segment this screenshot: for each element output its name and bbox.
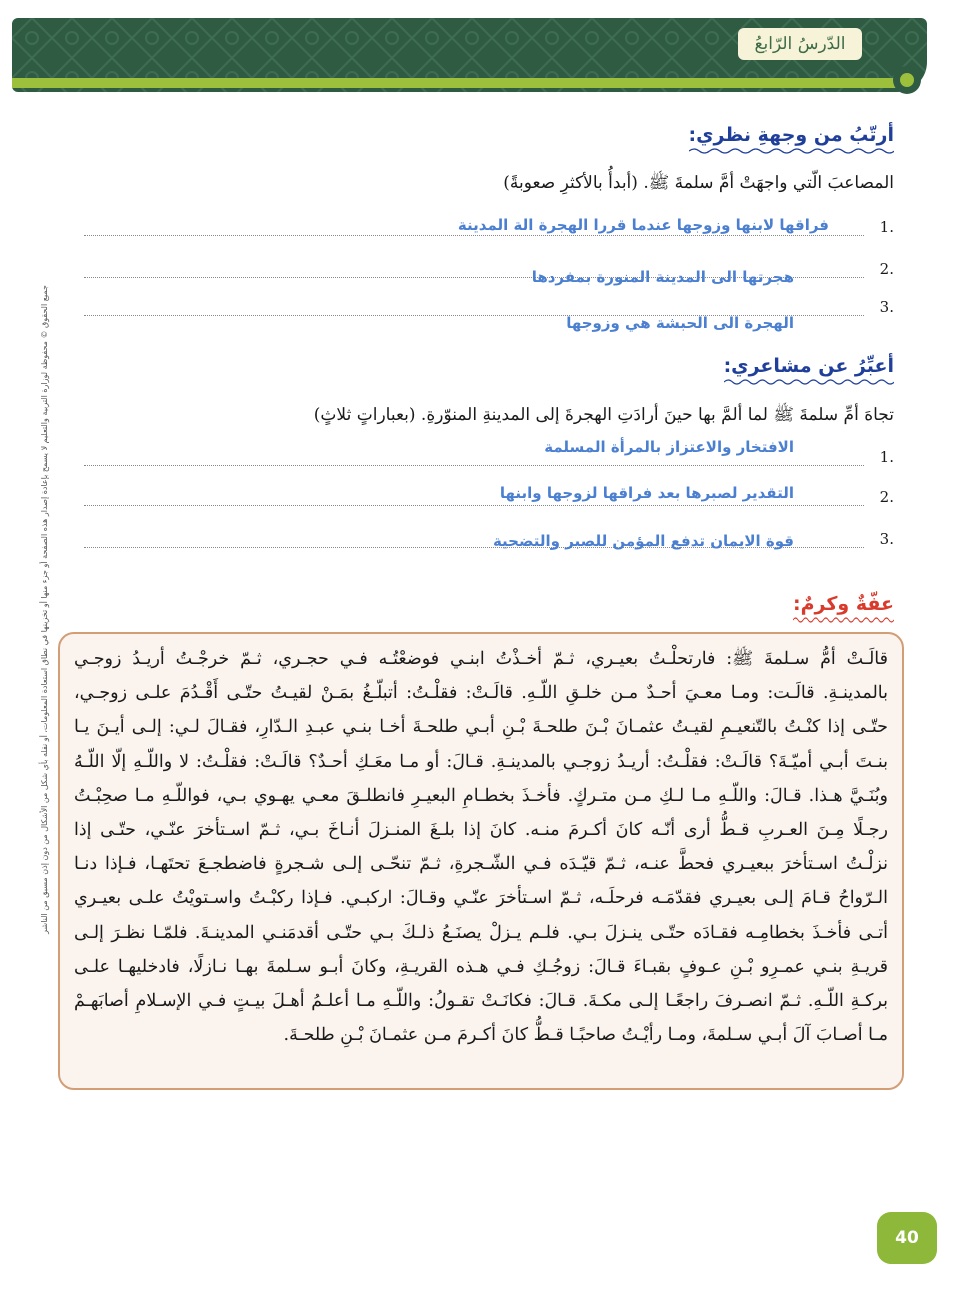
heading-text: عفّةٌ وكرمٌ: bbox=[793, 593, 894, 615]
answer-text: الهجرة الى الحبشة هي وزوجها bbox=[566, 314, 794, 332]
answer-text: التقدير لصبرها بعد فراقها لزوجها وابنها bbox=[499, 484, 794, 502]
story-line: حتّـى إذا كنْـتُ بالتّنعيـمِ لقيـتُ عثمـانَ بْـنَ طلحـةَ بْـنِ أبـي طلحـةَ أخـا بنـي عبـدِ الـدّارِ، فقـالَ لـي: إلـى أيـنَ يـا bbox=[74, 717, 888, 738]
dotted-line bbox=[84, 235, 864, 236]
section-prompt: المصاعبَ الّتي واجهَتْ أمَّ سلمةَ ﷺ. (أبدأُ بالأكثرِ صعوبةً) bbox=[503, 173, 894, 193]
story-box bbox=[58, 632, 904, 1090]
header-stripe bbox=[12, 78, 912, 88]
answer-line[interactable] bbox=[84, 520, 894, 550]
story-line: بنـتَ أبـي أميّـةَ؟ قالَـتْ: فقلْـتُ: أريـدُ زوجـي بالمدينـةِ. قـالَ: أو مـا معَـكِ أحـدٌ؟ قالَـتْ: فقلْـتُ: لا واللّـهِ إلّا اللّـهُ bbox=[74, 751, 888, 772]
item-number: .2 bbox=[879, 488, 894, 506]
story-line: بركـةِ اللّـهِ. ثـمّ انصـرفَ راجعًـا إلـى مكـةَ. قـالَ: فكانَـتْ تقـولُ: واللّـهِ مـا أعلـمُ أهـلَ بيـتٍ فـي الإسـلامِ أصابَهـمْ bbox=[74, 991, 888, 1012]
answer-text: الافتخار والاعتزاز بالمرأة المسلمة bbox=[544, 438, 794, 456]
wave-underline bbox=[724, 378, 894, 386]
story-line: مـا أصـابَ آلَ أبـي سـلمةَ، ومـا رأيْـتُ صاحبًـا قـطُّ كانَ أكـرمَ مـن عثمـانَ بْـنِ طلحـةَ. bbox=[283, 1025, 888, 1046]
item-number: .2 bbox=[879, 260, 894, 278]
section-heading-feelings bbox=[724, 355, 894, 377]
section-heading-arrange bbox=[689, 124, 894, 146]
answer-line[interactable] bbox=[84, 250, 894, 286]
section-heading-story bbox=[793, 593, 894, 615]
story-text bbox=[74, 642, 888, 1052]
heading-text: أعبِّرُ عن مشاعري: bbox=[723, 355, 894, 377]
copyright-note: جميع الحقوق © محفوظة لوزارة التربية والتعليم لا يسمح بإعادة إصدار هذه الصفحة أو جزء منها أو تخزينها في نطاق استعادة المعلومات، أو نقله بأي شكل من الأشكال من دون إذن مسبق من الناشر bbox=[40, 285, 49, 934]
wave-underline bbox=[689, 147, 894, 155]
page-number: 40 bbox=[877, 1212, 937, 1264]
answer-text: قوة الايمان تدفع المؤمن للصبر والتضحية bbox=[492, 532, 794, 550]
story-line: قريـةِ بنـي عمـرِو بْـنِ عـوفٍ بقبـاءَ قـالَ: زوجُـكِ فـي هـذه القريـةِ، وكانَ أبـو سـلمةَ بهـا نـازلًا، فادخليهـا علـى bbox=[74, 956, 888, 977]
dotted-line bbox=[84, 505, 864, 506]
story-line: بالمدينـةِ. قالَـت: ومـا معـيَ أحـدٌ مـن خلـقِ اللّـهِ. قالَـتْ: فقلْـتُ: أتبلّـغُ بمَـنْ لقيـتُ حتّـى أَقْـدُمَ علـى زوجـي، bbox=[74, 683, 888, 704]
story-line: قالَـتْ أمُّ سـلمةَ ﷺ: فارتحلْـتُ بعيـري، ثـمّ أخـذْتُ ابنـي فوضعْتُـه فـي حجـري، ثـمّ خرجْـتُ أريـدُ زوجـي bbox=[74, 649, 888, 669]
item-number: .3 bbox=[879, 530, 894, 548]
answer-text: هجرتها الى المدينة المنورة بمفردها bbox=[531, 268, 794, 286]
item-number: .1 bbox=[879, 218, 894, 236]
lesson-title: الدّرسُ الرّابعُ bbox=[738, 28, 862, 60]
item-number: .3 bbox=[879, 298, 894, 316]
dotted-line bbox=[84, 465, 864, 466]
answer-text: فراقها لابنها وزوجها عندما قررا الهجرة الة المدينة bbox=[457, 216, 829, 234]
story-line: وبُنَـيَّ هـذا. قـالَ: واللّـهِ مـا لـكِ مـن متـركٍ. فأخـذَ بخطـامِ البعيـرِ فانطلـقَ معـي يهـوي بـي، فواللّـهِ مـا صحِبْـتُ bbox=[74, 785, 888, 806]
heading-text: أرتّبُ من وجهةِ نظري: bbox=[688, 124, 894, 146]
answer-line[interactable] bbox=[84, 438, 894, 468]
wave-underline bbox=[793, 616, 894, 624]
item-number: .1 bbox=[879, 448, 894, 466]
answer-line[interactable] bbox=[84, 478, 894, 508]
answer-line[interactable] bbox=[84, 288, 894, 332]
answer-line[interactable] bbox=[84, 208, 894, 238]
ring-icon bbox=[893, 66, 921, 94]
story-line: رجـلًا مِـنَ العـربِ قـطُّ أرى أنّـه كانَ أكـرمَ منـه. كانَ إذا بلـغَ المنـزلَ أنـاخَ بـي، ثـمّ اسـتأخرَ عنّـي، حتّـى إذا bbox=[74, 820, 888, 841]
story-line: نزلْـتُ اسـتأخرَ ببعيـري فحطَّ عنـه، ثـمّ قيّـدَه فـي الشّـجرةِ، ثـمّ تنحّـى إلـى شـجرةٍ فاضطجـعَ تحتَهـا، فـإذا دنـا bbox=[74, 854, 888, 875]
story-line: أتـى فأخـذَ بخطامِـه فقـادَه حتّـى ينـزلَ بـي. فلـم يـزلْ يصنَـعُ ذلـكَ بـي حتّـى أقدمَنـي المدينـةَ. فلمّـا نظـرَ إلـى bbox=[74, 922, 888, 943]
section-prompt: تجاهَ أمِّ سلمةَ ﷺ لما ألمَّ بها حينَ أرادَتِ الهجرةَ إلى المدينةِ المنوّرةِ. (بعباراتٍ ثلاثٍ) bbox=[313, 405, 894, 425]
story-line: الـرّواحُ قـامَ إلـى بعيـري فقدّمَـه فرحلَـه، ثـمّ اسـتأخرَ عنّـي وقـالَ: اركبـي. فـإذا ركبْـتُ واسـتويْتُ علـى بعيـري bbox=[74, 888, 888, 909]
